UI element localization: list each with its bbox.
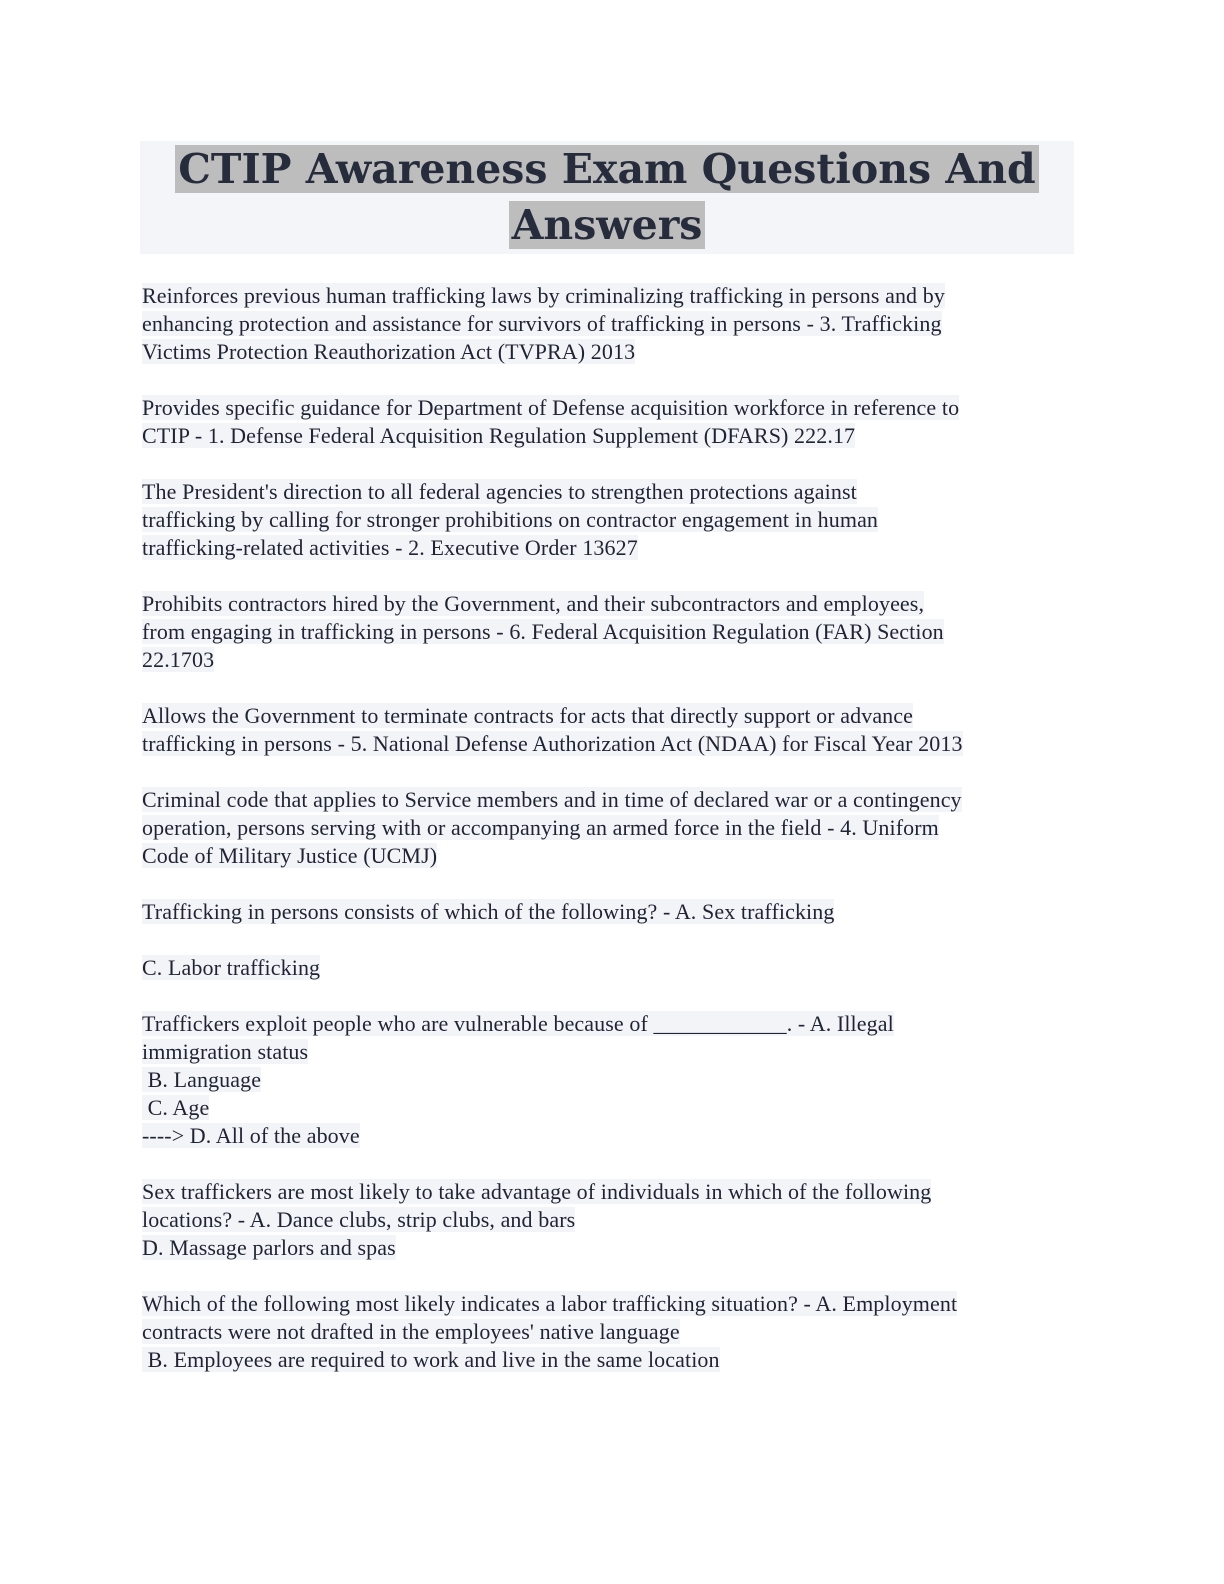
qa-text: operation, persons serving with or accompanying an armed force in the field - 4. Uniform bbox=[142, 815, 939, 840]
qa-text: C. Labor trafficking bbox=[142, 955, 321, 980]
qa-item-9 bbox=[142, 1010, 1087, 1150]
title-text-2: Answers bbox=[509, 201, 706, 249]
qa-text: B. Employees are required to work and live in the same location bbox=[142, 1347, 720, 1372]
qa-item-8 bbox=[142, 954, 1087, 982]
document-title bbox=[140, 141, 1074, 254]
qa-text: C. Age bbox=[142, 1095, 210, 1120]
qa-text: Sex traffickers are most likely to take advantage of individuals in which of the following bbox=[142, 1179, 932, 1204]
qa-text: Traffickers exploit people who are vulnerable because of ____________. - A. Illegal bbox=[142, 1011, 894, 1036]
qa-text: The President's direction to all federal agencies to strengthen protections against bbox=[142, 479, 857, 504]
qa-item-10 bbox=[142, 1178, 1087, 1262]
title-line-2 bbox=[140, 197, 1074, 253]
qa-item-11 bbox=[142, 1290, 1087, 1374]
qa-item-7 bbox=[142, 898, 1087, 926]
qa-text: Provides specific guidance for Department of Defense acquisition workforce in reference to bbox=[142, 395, 960, 420]
title-line-1 bbox=[140, 141, 1074, 197]
qa-text: Allows the Government to terminate contracts for acts that directly support or advance bbox=[142, 703, 914, 728]
qa-text: from engaging in trafficking in persons - 6. Federal Acquisition Regulation (FAR) Section bbox=[142, 619, 944, 644]
qa-text: Reinforces previous human trafficking laws by criminalizing trafficking in persons and by bbox=[142, 283, 945, 308]
qa-text: locations? - A. Dance clubs, strip clubs, and bars bbox=[142, 1207, 576, 1232]
qa-text: Trafficking in persons consists of which of the following? - A. Sex trafficking bbox=[142, 899, 835, 924]
qa-text: Criminal code that applies to Service members and in time of declared war or a contingency bbox=[142, 787, 962, 812]
qa-text: immigration status bbox=[142, 1039, 309, 1064]
qa-text: trafficking in persons - 5. National Defense Authorization Act (NDAA) for Fiscal Year 2013 bbox=[142, 731, 963, 756]
qa-item-2 bbox=[142, 394, 1087, 450]
qa-text: CTIP - 1. Defense Federal Acquisition Regulation Supplement (DFARS) 222.17 bbox=[142, 423, 856, 448]
qa-text: Victims Protection Reauthorization Act (TVPRA) 2013 bbox=[142, 339, 636, 364]
qa-text: Which of the following most likely indicates a labor trafficking situation? - A. Employment bbox=[142, 1291, 958, 1316]
qa-text: trafficking-related activities - 2. Executive Order 13627 bbox=[142, 535, 638, 560]
qa-text: Prohibits contractors hired by the Government, and their subcontractors and employees, bbox=[142, 591, 925, 616]
qa-text: enhancing protection and assistance for survivors of trafficking in persons - 3. Trafficking bbox=[142, 311, 942, 336]
document-body bbox=[142, 282, 1087, 1402]
qa-text: contracts were not drafted in the employees' native language bbox=[142, 1319, 680, 1344]
qa-item-5 bbox=[142, 702, 1087, 758]
qa-text: 22.1703 bbox=[142, 647, 215, 672]
qa-text: Code of Military Justice (UCMJ) bbox=[142, 843, 438, 868]
title-text-1: CTIP Awareness Exam Questions And bbox=[175, 145, 1038, 193]
qa-text: B. Language bbox=[142, 1067, 262, 1092]
qa-text: trafficking by calling for stronger prohibitions on contractor engagement in human bbox=[142, 507, 879, 532]
qa-item-6 bbox=[142, 786, 1087, 870]
qa-text: D. Massage parlors and spas bbox=[142, 1235, 396, 1260]
qa-item-4 bbox=[142, 590, 1087, 674]
qa-text: ----> D. All of the above bbox=[142, 1123, 360, 1148]
qa-item-1 bbox=[142, 282, 1087, 366]
qa-item-3 bbox=[142, 478, 1087, 562]
